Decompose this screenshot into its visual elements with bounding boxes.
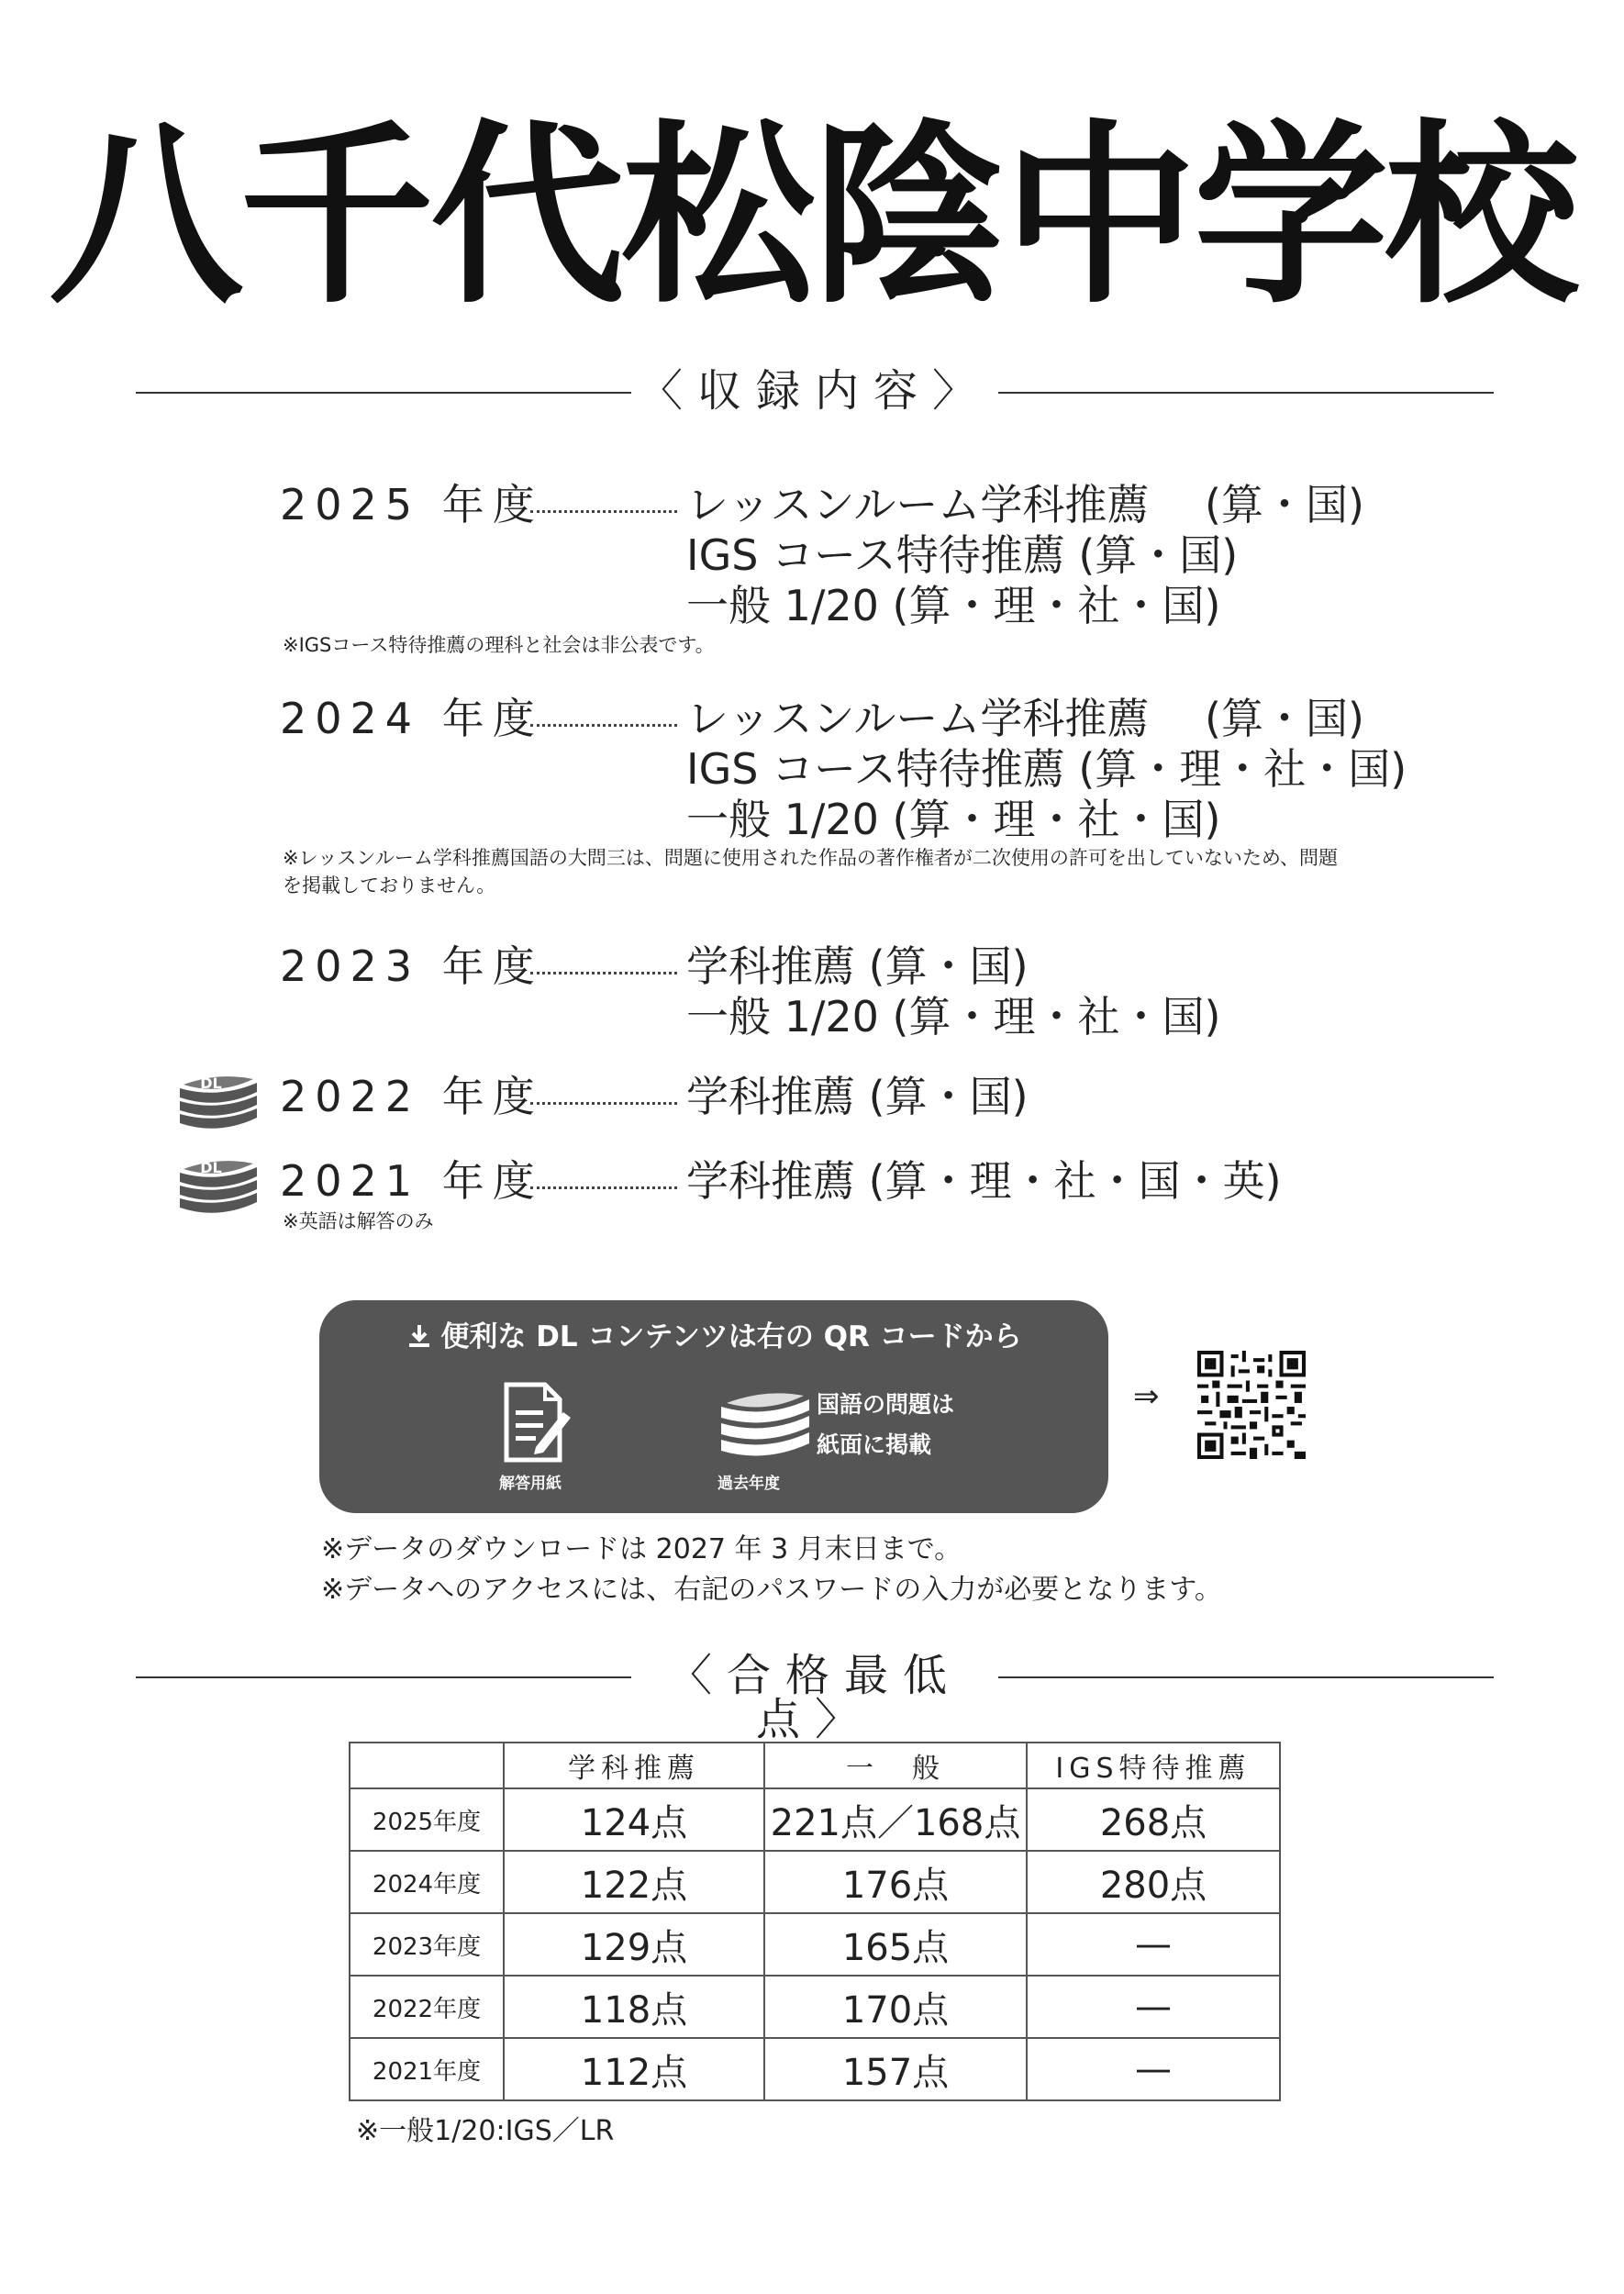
- exam-line: 学科推薦 (算・国): [686, 1072, 1029, 1121]
- table-cell-year: 2021年度: [350, 2038, 504, 2100]
- table-header-row: [350, 1743, 1280, 1788]
- table-header: [350, 1743, 504, 1788]
- download-side-text: 国語の問題は 紙面に掲載: [817, 1391, 955, 1458]
- exam-line: 学科推薦 (算・理・社・国・英): [686, 1156, 1282, 1206]
- table-cell: —: [1027, 2038, 1280, 2100]
- qr-code[interactable]: [1197, 1351, 1306, 1459]
- download-note: ※データのダウンロードは 2027 年 3 月末日まで。: [321, 1533, 962, 1565]
- table-cell-year: 2024年度: [350, 1851, 504, 1913]
- exam-line: IGS コース特待推薦 (算・理・社・国): [686, 744, 1407, 794]
- table-cell-year: 2022年度: [350, 1976, 504, 2038]
- dl-badge: DL: [200, 1075, 222, 1092]
- exam-line: 一般 1/20 (算・理・社・国): [686, 581, 1221, 630]
- contents-rule-left: [136, 392, 631, 394]
- scores-rule-left: [136, 1676, 631, 1678]
- exam-line: 一般 1/20 (算・理・社・国): [686, 795, 1221, 844]
- download-icon: [406, 1322, 433, 1350]
- year-note: ※英語は解答のみ: [283, 1210, 434, 1232]
- exam-line: 学科推薦 (算・国): [686, 941, 1029, 991]
- contents-heading: 〈収録内容〉: [638, 365, 991, 417]
- year-label: 2022 年度: [280, 1072, 543, 1121]
- exam-line: 一般 1/20 (算・理・社・国): [686, 992, 1221, 1041]
- dl-badge: DL: [200, 1159, 222, 1176]
- table-row: [350, 1851, 1280, 1913]
- leader-dots: [530, 724, 677, 727]
- table-cell: 122点: [504, 1851, 764, 1913]
- table-row: [350, 1788, 1280, 1851]
- year-label: 2024 年度: [280, 694, 543, 743]
- scores-heading: 〈合格最低点〉: [667, 1650, 962, 1745]
- past-years-caption: 過去年度: [717, 1475, 780, 1493]
- exam-line: レッスンルーム学科推薦 (算・国): [686, 694, 1364, 743]
- table-row: [350, 1976, 1280, 2038]
- table-cell: 157点: [764, 2038, 1027, 2100]
- download-panel: [319, 1300, 1108, 1513]
- download-note: ※データへのアクセスには、右記のパスワードの入力が必要となります。: [321, 1574, 1222, 1606]
- arrow-icon: ⇒: [1133, 1378, 1160, 1415]
- table-row: [350, 1913, 1280, 1976]
- table-header: 一 般: [764, 1743, 1027, 1788]
- leader-dots: [530, 510, 677, 513]
- year-label: 2023 年度: [280, 941, 543, 991]
- table-row: [350, 2038, 1280, 2100]
- table-cell: —: [1027, 1913, 1280, 1976]
- table-cell: 112点: [504, 2038, 764, 2100]
- answer-sheet-icon: [499, 1379, 573, 1471]
- table-cell: 170点: [764, 1976, 1027, 2038]
- year-note: ※レッスンルーム学科推薦国語の大問三は、問題に使用された作品の著作権者が二次使用の許可を出していないため、問題を掲載しておりません。: [283, 847, 1339, 897]
- dl-book-icon: [174, 1151, 262, 1226]
- table-cell: 280点: [1027, 1851, 1280, 1913]
- table-header: IGS特待推薦: [1027, 1743, 1280, 1788]
- page-title: 八千代松陰中学校: [49, 103, 1575, 329]
- contents-rule-right: [998, 392, 1494, 394]
- table-cell: 221点／168点: [764, 1788, 1027, 1851]
- leader-dots: [530, 1186, 677, 1189]
- answer-sheet-caption: 解答用紙: [499, 1475, 562, 1493]
- download-header: [319, 1322, 1108, 1352]
- table-cell-year: 2023年度: [350, 1913, 504, 1976]
- table-cell: 118点: [504, 1976, 764, 2038]
- scores-rule-right: [998, 1676, 1494, 1678]
- table-cell: 268点: [1027, 1788, 1280, 1851]
- table-cell-year: 2025年度: [350, 1788, 504, 1851]
- exam-line: IGS コース特待推薦 (算・国): [686, 530, 1239, 580]
- table-cell: 176点: [764, 1851, 1027, 1913]
- year-note: ※IGSコース特待推薦の理科と社会は非公表です。: [283, 634, 715, 656]
- leader-dots: [530, 1102, 677, 1105]
- download-header-text: 便利な DL コンテンツは右の QR コードから: [440, 1320, 1022, 1353]
- table-note: ※一般1/20:IGS／LR: [356, 2115, 615, 2147]
- table-cell: —: [1027, 1976, 1280, 2038]
- table-header: 学科推薦: [504, 1743, 764, 1788]
- year-label: 2021 年度: [280, 1156, 543, 1206]
- leader-dots: [530, 972, 677, 974]
- past-years-book-icon: [716, 1385, 815, 1467]
- exam-line: レッスンルーム学科推薦 (算・国): [686, 480, 1364, 529]
- dl-book-icon: [174, 1066, 262, 1141]
- year-label: 2025 年度: [280, 480, 543, 529]
- scores-table: [349, 1742, 1281, 2101]
- table-cell: 124点: [504, 1788, 764, 1851]
- table-cell: 165点: [764, 1913, 1027, 1976]
- table-cell: 129点: [504, 1913, 764, 1976]
